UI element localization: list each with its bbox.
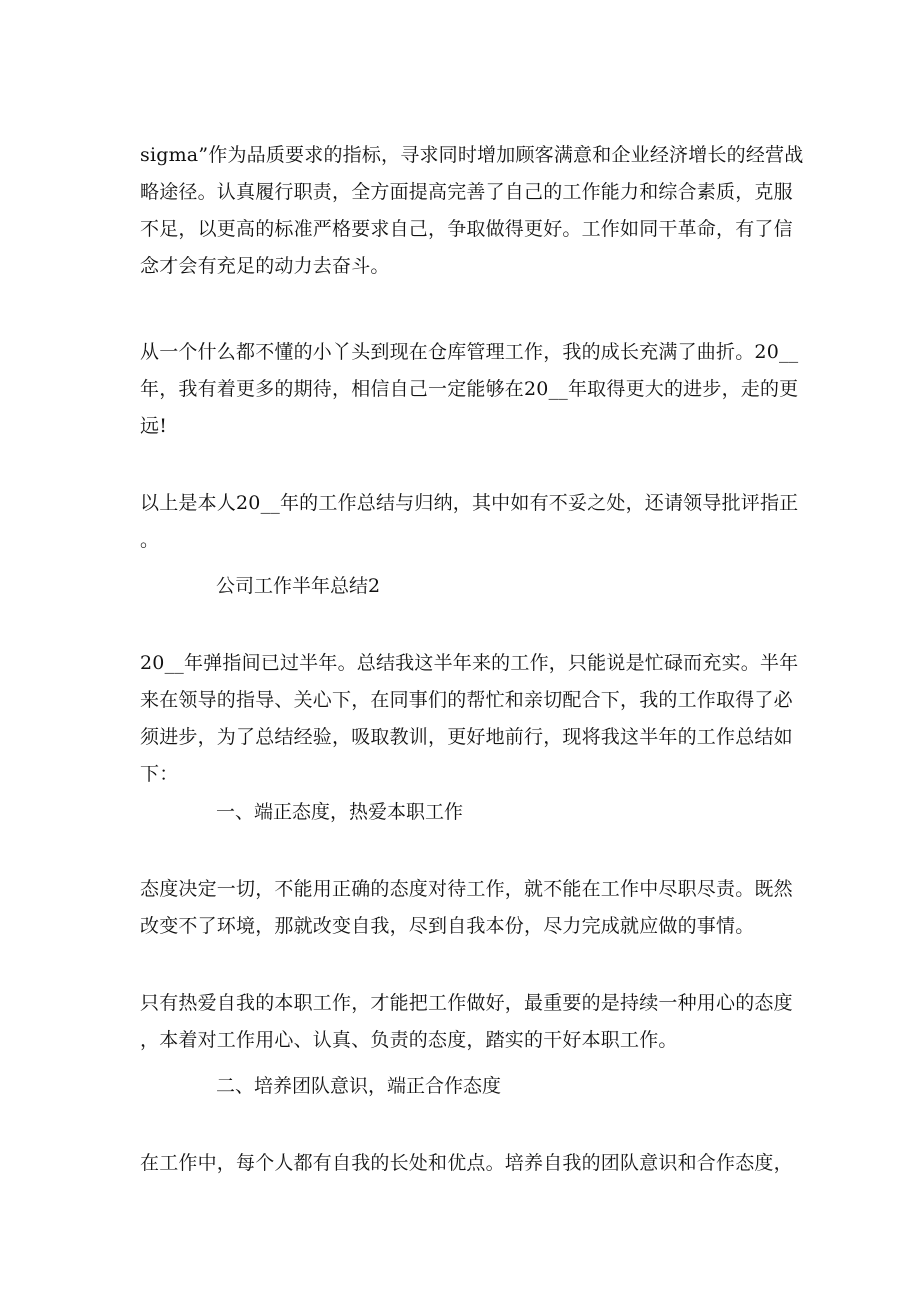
section-heading-2: 二、培养团队意识，端正合作态度: [216, 1075, 502, 1097]
section-heading-1: 一、端正态度，热爱本职工作: [216, 801, 464, 823]
paragraph-line: sigma”作为品质要求的指标，寻求同时增加顾客满意和企业经济增长的经营战: [140, 144, 804, 166]
paragraph-line: 来在领导的指导、关心下，在同事们的帮忙和亲切配合下，我的工作取得了必: [140, 689, 793, 711]
paragraph-love-work: [140, 985, 793, 1059]
paragraph-line: 须进步，为了总结经验，吸取教训，更好地前行，现将我这半年的工作总结如: [140, 726, 793, 748]
paragraph-growth: [140, 334, 799, 445]
paragraph-line: 略途径。认真履行职责，全方面提高完善了自己的工作能力和综合素质，克服: [140, 181, 793, 203]
paragraph-line: ，本着对工作用心、认真、负责的态度，踏实的干好本职工作。: [140, 1029, 678, 1051]
paragraph-line: 年，我有着更多的期待，相信自己一定能够在20__年取得更大的进步，走的更: [140, 378, 799, 400]
paragraph-line: 以上是本人20__年的工作总结与归纳，其中如有不妥之处，还请领导批评指正: [140, 492, 799, 514]
paragraph-intro: [140, 645, 799, 793]
paragraph-line: 态度决定一切，不能用正确的态度对待工作，就不能在工作中尽职尽责。既然: [140, 878, 793, 900]
paragraph-line: 念才会有充足的动力去奋斗。: [140, 255, 390, 277]
paragraph-line: 远!: [140, 415, 168, 437]
paragraph-line: 只有热爱自我的本职工作，才能把工作做好，最重要的是持续一种用心的态度: [140, 992, 793, 1014]
paragraph-line: 20__年弹指间已过半年。总结我这半年来的工作，只能说是忙碌而充实。半年: [140, 652, 799, 674]
paragraph-line: 从一个什么都不懂的小丫头到现在仓库管理工作，我的成长充满了曲折。20__: [140, 341, 799, 363]
paragraph-sigma: [140, 137, 804, 285]
paragraph-line: 不足，以更高的标准严格要求自己，争取做得更好。工作如同干革命，有了信: [140, 218, 793, 240]
paragraph-attitude: [140, 871, 793, 945]
paragraph-line: 。: [140, 529, 160, 551]
section-title: 公司工作半年总结2: [216, 575, 381, 597]
paragraph-line: 在工作中，每个人都有自我的长处和优点。培养自我的团队意识和合作态度，: [140, 1152, 793, 1174]
paragraph-teamwork: [140, 1145, 793, 1182]
paragraph-line: 下：: [140, 763, 179, 785]
paragraph-line: 改变不了环境，那就改变自我，尽到自我本份，尽力完成就应做的事情。: [140, 915, 755, 937]
paragraph-closing: [140, 485, 799, 559]
